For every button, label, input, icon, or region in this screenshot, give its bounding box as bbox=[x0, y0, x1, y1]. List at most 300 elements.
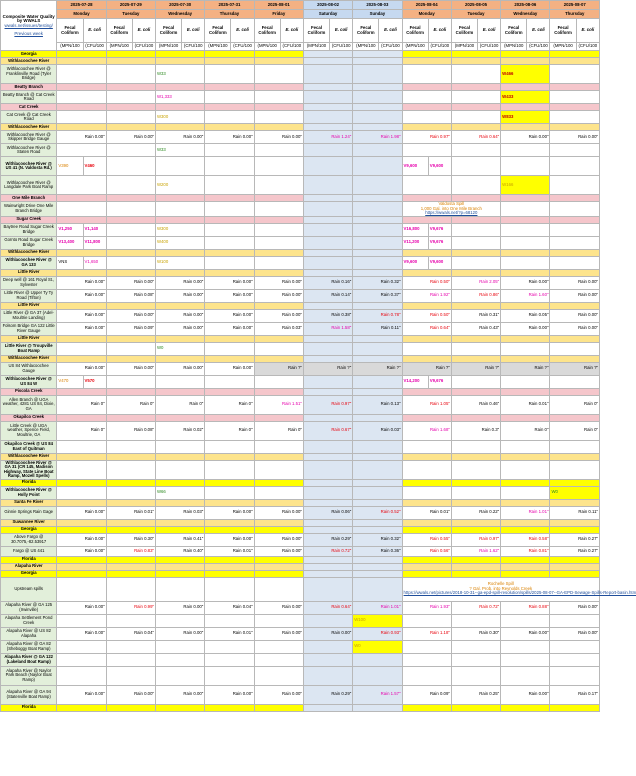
rain-value: Rain 0.00" bbox=[578, 312, 598, 318]
section-fill bbox=[57, 51, 106, 58]
section-fill bbox=[501, 499, 550, 506]
measurement-cell bbox=[106, 627, 155, 640]
rain-value: Rain 0.00" bbox=[578, 279, 598, 285]
measurement-cell bbox=[254, 309, 303, 322]
measurement-cell bbox=[550, 144, 600, 157]
measurement-cell bbox=[57, 91, 106, 104]
mpn-unit: (MPN/100 bbox=[402, 43, 428, 51]
measurement-cell bbox=[106, 486, 155, 499]
section-fill bbox=[402, 302, 451, 309]
section-fill bbox=[254, 104, 303, 111]
measurement-cell bbox=[550, 362, 600, 375]
table-row bbox=[1, 546, 600, 556]
ecoli-value-text: V460 bbox=[84, 162, 95, 168]
measurement-cell bbox=[254, 276, 303, 289]
measurement-cell bbox=[353, 256, 402, 269]
measurement-cell bbox=[254, 614, 303, 627]
section-fill bbox=[451, 479, 500, 486]
measurement-cell bbox=[550, 546, 600, 556]
rain-value: Rain 0" bbox=[90, 427, 105, 433]
measurement-cell bbox=[402, 289, 451, 302]
measurement-cell bbox=[550, 506, 600, 519]
rain-value: Rain 0.00" bbox=[578, 292, 598, 298]
section-fill bbox=[205, 124, 254, 131]
empty-cell bbox=[205, 202, 254, 217]
rain-value: Rain 0.00" bbox=[282, 292, 302, 298]
rain-value: Rain 0" bbox=[140, 401, 154, 407]
section-label: Sugar Creek bbox=[1, 216, 57, 223]
rain-value: Rain 0.00" bbox=[183, 279, 204, 285]
table-row bbox=[1, 533, 600, 546]
measurement-cell bbox=[451, 65, 500, 84]
section-fill bbox=[106, 499, 155, 506]
rain-value: Rain 0.11" bbox=[380, 325, 401, 331]
measurement-cell bbox=[106, 289, 155, 302]
section-fill bbox=[106, 563, 155, 570]
section-fill bbox=[205, 519, 254, 526]
measurement-cell bbox=[353, 627, 402, 640]
fecal-coliform-header: Fecal Coliform bbox=[57, 19, 83, 43]
fecal-value bbox=[402, 236, 428, 249]
section-fill bbox=[155, 453, 204, 460]
rain-value: Rain 0.30" bbox=[479, 630, 500, 636]
section-fill bbox=[303, 249, 352, 256]
measurement-cell bbox=[550, 91, 600, 104]
date-header: 2025-07-31 bbox=[205, 1, 254, 10]
section-fill bbox=[550, 414, 600, 421]
measurement-cell bbox=[57, 533, 106, 546]
table-row bbox=[1, 388, 600, 395]
section-label: Cat Creek bbox=[1, 104, 57, 111]
rain-value: Rain 0.36" bbox=[380, 547, 401, 553]
measurement-cell bbox=[501, 460, 550, 479]
fecal-coliform-header: Fecal Coliform bbox=[303, 19, 329, 43]
site-label: Fargo @ US 441 bbox=[1, 546, 57, 556]
section-fill bbox=[57, 388, 106, 395]
site-label: Folsom Bridge GA 122 Little River Gauge bbox=[1, 322, 57, 335]
rain-value: Rain 0.00" bbox=[282, 536, 302, 542]
day-header: Monday bbox=[402, 10, 451, 19]
rain-value: Rain 0.88" bbox=[528, 604, 549, 610]
section-fill bbox=[303, 335, 352, 342]
measurement-cell bbox=[205, 533, 254, 546]
rain-value: Rain ?" bbox=[337, 365, 352, 371]
section-fill bbox=[57, 216, 106, 223]
empty-cell bbox=[550, 202, 600, 217]
section-fill bbox=[303, 556, 352, 563]
e-coli-header: E. coli bbox=[132, 19, 155, 43]
section-fill bbox=[451, 269, 500, 276]
measurement-cell bbox=[155, 460, 204, 479]
measurement-cell bbox=[57, 614, 106, 627]
measurement-cell bbox=[303, 157, 352, 176]
measurement-cell bbox=[402, 362, 451, 375]
table-row bbox=[1, 202, 600, 217]
measurement-cell bbox=[57, 640, 106, 653]
measurement-cell bbox=[303, 223, 352, 236]
measurement-cell bbox=[205, 627, 254, 640]
section-fill bbox=[353, 249, 402, 256]
measurement-cell bbox=[402, 506, 451, 519]
sample-value: W0 bbox=[354, 643, 361, 649]
rain-value: Rain 0.46" bbox=[479, 401, 500, 407]
measurement-cell bbox=[402, 176, 451, 195]
section-fill bbox=[106, 453, 155, 460]
measurement-cell bbox=[57, 176, 106, 195]
measurement-cell bbox=[57, 685, 106, 704]
measurement-cell bbox=[254, 322, 303, 335]
measurement-cell bbox=[254, 546, 303, 556]
rain-value: Rain 1.24" bbox=[331, 133, 352, 139]
fecal-coliform-header: Fecal Coliform bbox=[155, 19, 181, 43]
table-row bbox=[1, 479, 600, 486]
measurement-cell bbox=[402, 486, 451, 499]
rain-value: Rain 0.00" bbox=[282, 312, 302, 318]
fecal-value bbox=[402, 223, 428, 236]
section-fill bbox=[353, 302, 402, 309]
measurement-cell bbox=[550, 666, 600, 685]
measurement-cell bbox=[155, 601, 204, 614]
rain-value: Rain 0.03" bbox=[183, 509, 204, 515]
measurement-cell bbox=[501, 157, 550, 176]
fecal-value bbox=[57, 236, 83, 249]
date-header: 2025-08-06 bbox=[501, 1, 550, 10]
measurement-cell bbox=[353, 685, 402, 704]
section-fill bbox=[550, 195, 600, 202]
table-row bbox=[1, 601, 600, 614]
section-fill bbox=[402, 414, 451, 421]
section-fill bbox=[501, 269, 550, 276]
section-fill bbox=[155, 302, 204, 309]
table-row bbox=[1, 195, 600, 202]
rain-value: Rain ?" bbox=[534, 365, 549, 371]
measurement-cell bbox=[205, 486, 254, 499]
day-header: Thursday bbox=[550, 10, 600, 19]
measurement-cell bbox=[254, 486, 303, 499]
cfu-unit: (CFU/100 bbox=[330, 43, 353, 51]
rain-value: Rain 0.00" bbox=[134, 691, 154, 697]
section-fill bbox=[451, 499, 500, 506]
measurement-cell bbox=[205, 362, 254, 375]
measurement-cell bbox=[501, 614, 550, 627]
rain-value: Rain 0.00" bbox=[183, 365, 204, 371]
measurement-cell bbox=[353, 309, 402, 322]
measurement-cell bbox=[254, 236, 303, 249]
section-fill bbox=[402, 704, 451, 711]
section-fill bbox=[155, 556, 204, 563]
measurement-cell bbox=[155, 486, 204, 499]
site-label: Ginnie Springs Rain Gage bbox=[1, 506, 57, 519]
rain-value: Rain 0" bbox=[238, 427, 253, 433]
cfu-unit: (CFU/100 bbox=[132, 43, 155, 51]
section-fill bbox=[501, 124, 550, 131]
section-fill bbox=[451, 302, 500, 309]
table-row bbox=[1, 216, 600, 223]
measurement-cell bbox=[550, 685, 600, 704]
measurement-cell bbox=[550, 309, 600, 322]
measurement-cell bbox=[550, 375, 600, 388]
table-row bbox=[1, 302, 600, 309]
rain-value: Rain 0.55" bbox=[429, 536, 450, 542]
measurement-cell bbox=[106, 685, 155, 704]
rain-value: Rain 2.05" bbox=[479, 279, 500, 285]
ecoli-value bbox=[83, 256, 106, 269]
measurement-cell bbox=[106, 144, 155, 157]
measurement-cell bbox=[205, 506, 254, 519]
measurement-cell bbox=[205, 144, 254, 157]
cfu-unit: (CFU/100 bbox=[576, 43, 599, 51]
section-fill bbox=[57, 302, 106, 309]
rain-value: Rain 0.16" bbox=[331, 279, 352, 285]
section-fill bbox=[57, 335, 106, 342]
ecoli-value bbox=[83, 375, 106, 388]
ecoli-value bbox=[428, 375, 451, 388]
rain-value: Rain 0.00" bbox=[84, 630, 105, 636]
empty-cell bbox=[501, 202, 550, 217]
section-fill bbox=[303, 216, 352, 223]
section-fill bbox=[57, 526, 106, 533]
rain-value: Rain 0.97" bbox=[429, 133, 450, 139]
section-fill bbox=[106, 216, 155, 223]
table-row bbox=[1, 223, 600, 236]
rain-value: Rain 0.00" bbox=[84, 604, 105, 610]
rain-value: Rain 0.00" bbox=[232, 292, 253, 298]
rain-value: Rain 0.00" bbox=[282, 630, 302, 636]
section-fill bbox=[106, 58, 155, 65]
rain-value: Rain 0.27" bbox=[578, 536, 598, 542]
section-fill bbox=[106, 388, 155, 395]
measurement-cell bbox=[303, 342, 352, 355]
table-row bbox=[1, 104, 600, 111]
section-fill bbox=[57, 355, 106, 362]
section-fill bbox=[155, 563, 204, 570]
measurement-cell bbox=[402, 460, 451, 479]
section-fill bbox=[353, 51, 402, 58]
rain-value: Rain 0.05" bbox=[528, 312, 549, 318]
table-row bbox=[1, 421, 600, 440]
section-fill bbox=[353, 195, 402, 202]
measurement-cell bbox=[155, 309, 204, 322]
rain-value: Rain 0.41" bbox=[183, 536, 204, 542]
section-fill bbox=[402, 269, 451, 276]
section-fill bbox=[353, 58, 402, 65]
measurement-cell bbox=[254, 256, 303, 269]
measurement-cell bbox=[106, 342, 155, 355]
previous-week-link[interactable]: Previous week bbox=[14, 30, 43, 36]
day-header: Thursday bbox=[205, 10, 254, 19]
measurement-cell bbox=[155, 375, 204, 388]
rain-value: Rain 1.18" bbox=[429, 630, 450, 636]
ecoli-value-text: V1,140 bbox=[84, 226, 99, 232]
testing-link[interactable]: wwals.net/issues/testing/ bbox=[4, 23, 53, 28]
section-fill bbox=[353, 414, 402, 421]
section-fill bbox=[106, 249, 155, 256]
measurement-cell bbox=[501, 375, 550, 388]
rain-value: Rain 0.00" bbox=[134, 279, 154, 285]
section-fill bbox=[155, 704, 204, 711]
measurement-cell bbox=[501, 533, 550, 546]
measurement-cell bbox=[451, 342, 500, 355]
section-fill bbox=[402, 124, 451, 131]
measurement-cell bbox=[353, 421, 402, 440]
spill-link[interactable]: https://wwals.net/?p=68120 bbox=[425, 210, 478, 215]
rain-value: Rain 0.81" bbox=[528, 547, 549, 553]
measurement-cell bbox=[205, 309, 254, 322]
rain-value: Rain 0.86" bbox=[479, 292, 500, 298]
empty-cell bbox=[155, 577, 204, 601]
table-row bbox=[1, 269, 600, 276]
section-label: Withlacoochee River bbox=[1, 355, 57, 362]
measurement-cell bbox=[550, 236, 600, 249]
measurement-cell bbox=[353, 157, 402, 176]
measurement-cell bbox=[254, 176, 303, 195]
section-fill bbox=[106, 526, 155, 533]
measurement-cell bbox=[303, 460, 352, 479]
doc-title: Composite Water Quality by WWALS bbox=[2, 13, 55, 24]
section-fill bbox=[303, 570, 352, 577]
fecal-value-text: V11,200 bbox=[403, 239, 420, 245]
rain-value: Rain 0.14" bbox=[331, 292, 352, 298]
rain-value: Rain 0" bbox=[584, 401, 598, 407]
rain-value: Rain 1.98" bbox=[380, 133, 401, 139]
measurement-cell bbox=[550, 223, 600, 236]
measurement-cell bbox=[402, 614, 451, 627]
section-fill bbox=[106, 335, 155, 342]
measurement-cell bbox=[106, 533, 155, 546]
measurement-cell bbox=[303, 111, 352, 124]
measurement-cell bbox=[254, 601, 303, 614]
section-fill bbox=[205, 556, 254, 563]
section-fill bbox=[501, 526, 550, 533]
section-label: Suwannee River bbox=[1, 519, 57, 526]
ecoli-value-text: V11,800 bbox=[84, 239, 101, 245]
site-label: Okapilco Creek @ US 84 East of Quitman bbox=[1, 440, 57, 453]
section-fill bbox=[254, 216, 303, 223]
measurement-cell bbox=[451, 486, 500, 499]
measurement-cell bbox=[402, 342, 451, 355]
section-fill bbox=[254, 58, 303, 65]
measurement-cell bbox=[155, 640, 204, 653]
measurement-cell bbox=[451, 614, 500, 627]
measurement-cell bbox=[155, 236, 204, 249]
section-fill bbox=[57, 453, 106, 460]
measurement-cell bbox=[303, 440, 352, 453]
measurement-cell bbox=[57, 395, 106, 414]
section-fill bbox=[353, 453, 402, 460]
rain-value: Rain 0" bbox=[189, 401, 204, 407]
spill-link[interactable]: https://wwals.net/pictures/2018-10-31--ga-epd-spill-resolution/spills/2025-08-07--GA-EPD-Sewage-Spills-Report-basin.htm bbox=[403, 590, 636, 596]
section-fill bbox=[402, 84, 451, 91]
date-header: 2025-08-04 bbox=[402, 1, 451, 10]
section-fill bbox=[402, 519, 451, 526]
site-label: Alapaha River @ GA 94 (Statenville Boat Ramp) bbox=[1, 685, 57, 704]
site-label: Beatty Branch @ Cat Creek Road bbox=[1, 91, 57, 104]
measurement-cell bbox=[550, 276, 600, 289]
measurement-cell bbox=[155, 421, 204, 440]
table-row bbox=[1, 131, 600, 144]
measurement-cell bbox=[353, 111, 402, 124]
section-fill bbox=[353, 84, 402, 91]
measurement-cell bbox=[106, 460, 155, 479]
rain-value: Rain 0.01" bbox=[528, 401, 549, 407]
fecal-coliform-header: Fecal Coliform bbox=[205, 19, 231, 43]
section-fill bbox=[451, 58, 500, 65]
sample-value: W66 bbox=[156, 489, 166, 495]
rain-value: Rain 0.11" bbox=[578, 509, 598, 515]
rain-value: Rain 0.64" bbox=[429, 325, 450, 331]
measurement-cell bbox=[451, 666, 500, 685]
rain-value: Rain 0.29" bbox=[331, 691, 352, 697]
measurement-cell bbox=[254, 685, 303, 704]
day-header: Friday bbox=[254, 10, 303, 19]
rain-value: Rain 0.00" bbox=[282, 604, 302, 610]
sample-value: W400 bbox=[156, 239, 169, 245]
measurement-cell bbox=[106, 223, 155, 236]
measurement-cell bbox=[57, 601, 106, 614]
section-fill bbox=[353, 104, 402, 111]
rain-value: Rain 0.00" bbox=[183, 312, 204, 318]
section-fill bbox=[303, 124, 352, 131]
date-header: 2025-08-05 bbox=[451, 1, 500, 10]
measurement-cell bbox=[451, 276, 500, 289]
site-label: Little River @ Upper Ty Ty Road (Tifton) bbox=[1, 289, 57, 302]
rain-value: Rain 0.00" bbox=[232, 279, 253, 285]
rain-value: Rain 0.17" bbox=[578, 691, 598, 697]
title-cell bbox=[1, 1, 57, 51]
measurement-cell bbox=[303, 533, 352, 546]
table-row bbox=[1, 577, 600, 601]
measurement-cell bbox=[402, 666, 451, 685]
section-fill bbox=[353, 124, 402, 131]
measurement-cell bbox=[155, 322, 204, 335]
e-coli-header: E. coli bbox=[379, 19, 402, 43]
section-fill bbox=[155, 499, 204, 506]
measurement-cell bbox=[155, 653, 204, 666]
rain-value: Rain 0.00" bbox=[183, 292, 204, 298]
measurement-cell bbox=[155, 157, 204, 176]
section-fill bbox=[106, 519, 155, 526]
site-label: Alapaha River @ Naylor Park Beach (Naylor Boat Ramp) bbox=[1, 666, 57, 685]
section-fill bbox=[205, 335, 254, 342]
section-label: Withlacoochee River bbox=[1, 453, 57, 460]
section-fill bbox=[402, 556, 451, 563]
section-fill bbox=[451, 563, 500, 570]
rain-value: Rain 0.01" bbox=[134, 509, 154, 515]
rain-value: Rain 0.00" bbox=[282, 547, 302, 553]
measurement-cell bbox=[402, 111, 451, 124]
measurement-cell bbox=[303, 653, 352, 666]
measurement-cell bbox=[254, 157, 303, 176]
section-fill bbox=[106, 269, 155, 276]
measurement-cell bbox=[57, 653, 106, 666]
measurement-cell bbox=[57, 421, 106, 440]
section-label: Withlacoochee River bbox=[1, 58, 57, 65]
rain-value: Rain 0.04" bbox=[232, 604, 253, 610]
measurement-cell bbox=[550, 342, 600, 355]
measurement-cell bbox=[402, 440, 451, 453]
section-fill bbox=[303, 355, 352, 362]
rain-value: Rain 0.67" bbox=[331, 427, 352, 433]
measurement-cell bbox=[57, 309, 106, 322]
rain-value: Rain 0.00" bbox=[232, 691, 253, 697]
measurement-cell bbox=[353, 322, 402, 335]
measurement-cell bbox=[451, 685, 500, 704]
measurement-cell bbox=[501, 342, 550, 355]
measurement-cell bbox=[254, 440, 303, 453]
measurement-cell bbox=[451, 653, 500, 666]
section-fill bbox=[57, 124, 106, 131]
measurement-cell bbox=[451, 157, 500, 176]
